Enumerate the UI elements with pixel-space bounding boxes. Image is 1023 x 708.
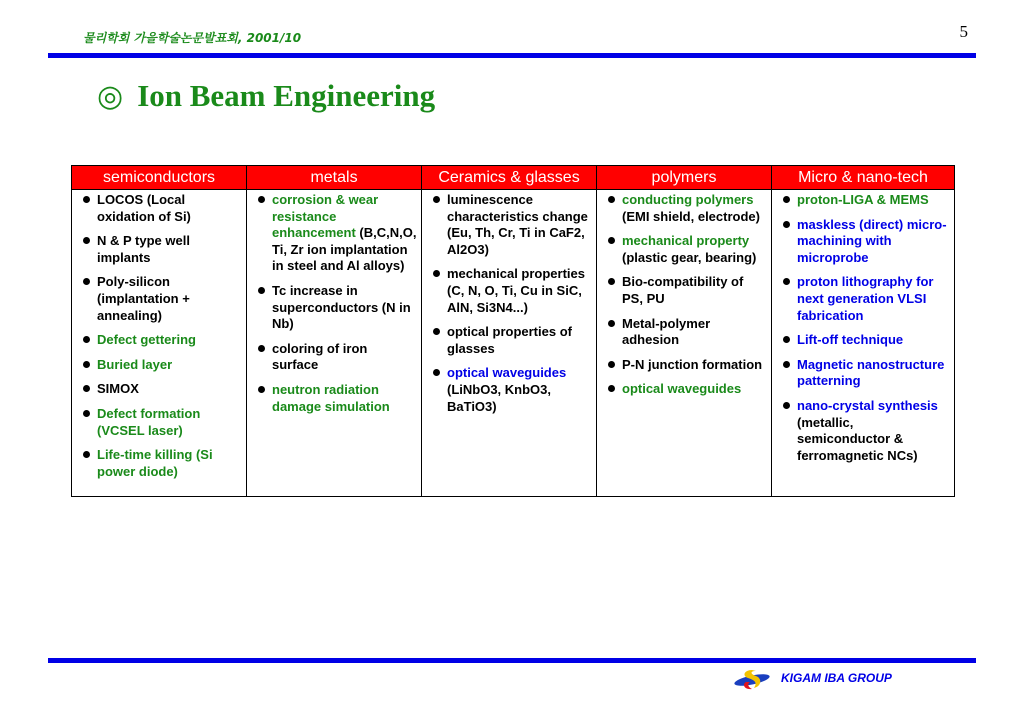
list-item-text: (LiNbO3, KnbO3, BaTiO3) — [447, 381, 551, 414]
kigam-logo-icon — [732, 668, 772, 692]
list-item — [603, 233, 767, 266]
list-item-text: coloring of iron surface — [272, 340, 368, 373]
column-header: semiconductors — [72, 166, 247, 190]
list-item — [78, 274, 242, 324]
list-item — [253, 192, 417, 275]
list-item — [78, 332, 242, 349]
list-item-text: Metal-polymer adhesion — [622, 315, 711, 348]
list-item — [428, 324, 592, 357]
bullet-list — [78, 192, 242, 480]
footer-group-name: KIGAM IBA GROUP — [781, 671, 892, 685]
list-item-text: luminescence characteristics change (Eu, Th, Cr, Ti in CaF2, Al2O3) — [447, 192, 588, 257]
list-item — [428, 266, 592, 316]
list-item — [428, 192, 592, 258]
list-item — [78, 381, 242, 398]
list-item-text: Defect formation (VCSEL laser) — [97, 405, 201, 438]
table-header-row — [72, 166, 955, 190]
list-item — [603, 274, 767, 307]
list-item-text: N & P type well implants — [97, 233, 190, 265]
list-item — [253, 382, 417, 415]
list-item-text: Buried layer — [97, 356, 173, 372]
list-item — [778, 332, 950, 349]
list-item-text: Defect gettering — [97, 332, 196, 348]
table-body-row — [72, 190, 955, 497]
list-item-text: SIMOX — [97, 381, 139, 397]
list-item — [603, 316, 767, 349]
column-cell — [247, 190, 422, 497]
list-item-text: proton lithography for next generation VLSI fabrication — [797, 274, 934, 323]
list-item-text: neutron radiation damage simulation — [272, 381, 390, 414]
list-item-text: maskless (direct) micro-machining with microprobe — [797, 216, 947, 265]
list-item — [603, 357, 767, 374]
list-item — [428, 365, 592, 415]
list-item-text: conducting polymers — [622, 192, 754, 207]
list-item-text: Magnetic nanostructure patterning — [797, 356, 945, 389]
list-item-text: optical waveguides — [622, 381, 742, 397]
list-item — [778, 217, 950, 267]
list-item — [253, 341, 417, 374]
list-item-text: nano-crystal synthesis — [797, 397, 938, 413]
list-item — [253, 283, 417, 333]
column-cell — [72, 190, 247, 497]
list-item-text: Bio-compatibility of PS, PU — [622, 274, 744, 306]
bullet-list — [428, 192, 592, 415]
column-cell — [422, 190, 597, 497]
list-item-text: optical properties of glasses — [447, 324, 572, 356]
list-item-text: corrosion & wear resistance enhancement — [272, 192, 379, 241]
list-item — [78, 192, 242, 225]
list-item-text: Tc increase in superconductors (N in Nb) — [272, 282, 411, 332]
double-circle-icon: ◎ — [97, 80, 124, 113]
list-item-text: P-N junction formation — [622, 356, 763, 372]
list-item-text: (metallic, semiconductor & ferromagnetic NCs) — [797, 414, 918, 463]
page-number: 5 — [959, 22, 968, 41]
list-item — [78, 357, 242, 374]
list-item — [603, 381, 767, 398]
column-header: polymers — [597, 166, 772, 190]
list-item-text: (B,C,N,O, Ti, Zr ion implantation in steel and Al alloys) — [272, 225, 417, 274]
column-header: Ceramics & glasses — [422, 166, 597, 190]
column-header: Micro & nano-tech — [772, 166, 955, 190]
column-cell — [772, 190, 955, 497]
list-item-text: (EMI shield, electrode) — [622, 208, 760, 224]
list-item — [778, 398, 950, 464]
list-item — [78, 233, 242, 266]
list-item — [778, 192, 950, 209]
column-cell — [597, 190, 772, 497]
top-divider — [48, 53, 976, 58]
bullet-list — [603, 192, 767, 398]
list-item-text: LOCOS (Local oxidation of Si) — [97, 192, 191, 224]
list-item-text: Life-time killing (Si power diode) — [97, 447, 213, 479]
column-header: metals — [247, 166, 422, 190]
bullet-list — [778, 192, 950, 464]
page-title-text: Ion Beam Engineering — [137, 78, 436, 113]
list-item-text: optical waveguides — [447, 365, 567, 381]
list-item — [78, 447, 242, 480]
list-item — [778, 274, 950, 324]
list-item-text: mechanical property — [622, 233, 750, 249]
list-item-text: Poly-silicon (implantation + annealing) — [97, 274, 190, 323]
list-item-text: proton-LIGA & MEMS — [797, 192, 929, 207]
list-item — [603, 192, 767, 225]
list-item — [778, 357, 950, 390]
page-title — [97, 78, 435, 114]
list-item-text: Lift-off technique — [797, 332, 904, 348]
bullet-list — [253, 192, 417, 415]
list-item-text: (plastic gear, bearing) — [622, 249, 757, 265]
bottom-divider — [48, 658, 976, 663]
conference-header: 물리학회 가을학술논문발표회, 2001/10 — [83, 31, 302, 45]
list-item — [78, 406, 242, 439]
list-item-text: mechanical properties (C, N, O, Ti, Cu in SiC, AlN, Si3N4...) — [447, 266, 585, 315]
ion-beam-applications-table — [71, 165, 955, 497]
